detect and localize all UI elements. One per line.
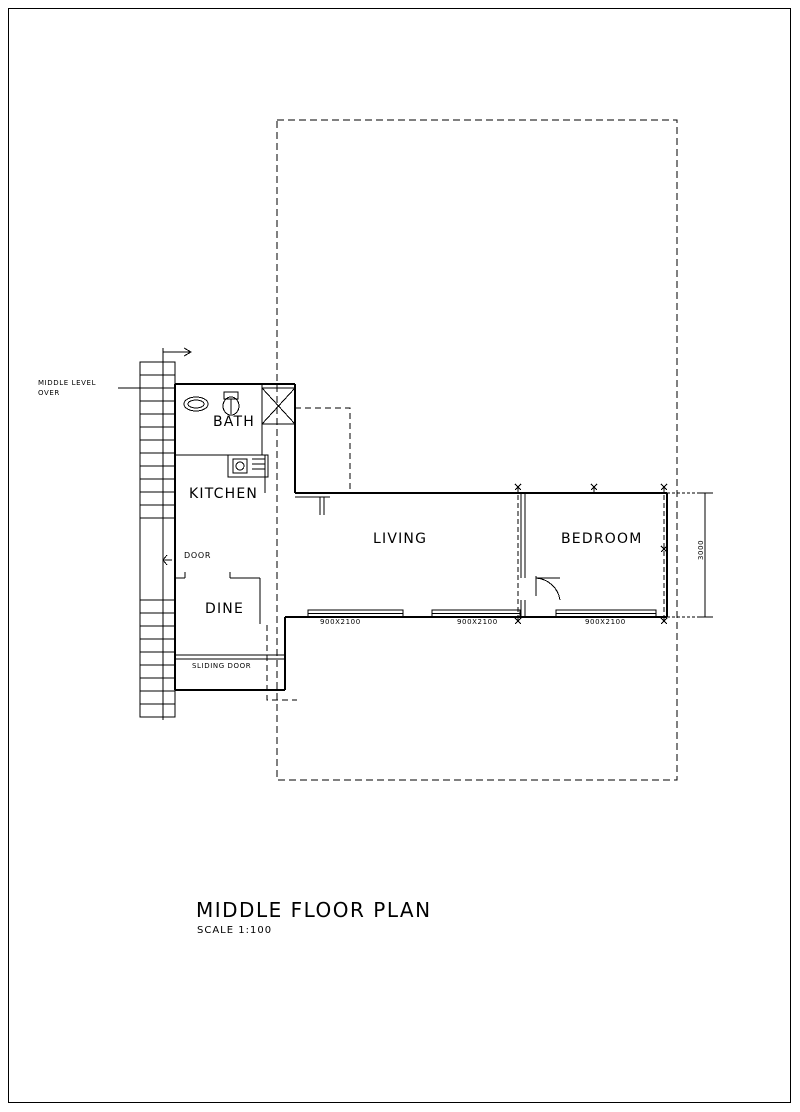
dimension-line-right [667,493,713,617]
room-label-living: LIVING [373,531,428,547]
page-scale: SCALE 1:100 [197,925,273,936]
window-tag-1: 900X2100 [320,618,361,626]
stairs [140,348,191,720]
column-markers [515,484,667,624]
annotation-door: DOOR [184,551,212,560]
kitchen-fittings [228,455,268,477]
annotation-middle-level: MIDDLE LEVEL [38,379,97,387]
bedroom-partition [521,493,560,617]
annotation-over: OVER [38,389,60,397]
window-tag-3: 900X2100 [585,618,626,626]
room-label-bath: BATH [213,414,255,430]
dimension-label-3000: 3000 [697,539,705,560]
dashed-interior-lines [267,408,350,700]
annotation-sliding-door: SLIDING DOOR [192,662,252,670]
room-label-dine: DINE [205,601,245,617]
roof-outline-dashed [277,120,677,780]
room-label-bedroom: BEDROOM [561,531,643,547]
room-label-kitchen: KITCHEN [189,486,259,502]
window-tag-2: 900X2100 [457,618,498,626]
living-stub-wall [295,497,330,515]
south-windows [308,610,656,617]
page-title: MIDDLE FLOOR PLAN [196,898,432,922]
